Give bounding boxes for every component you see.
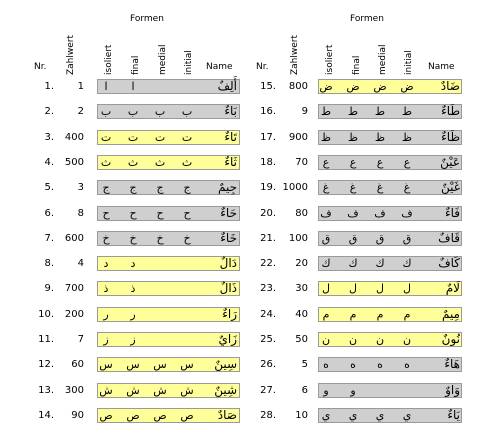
initial-form: غ: [403, 181, 411, 195]
medial-header-right: medial: [378, 44, 388, 75]
zahlwert-value: 5: [301, 359, 308, 371]
final-form: ن: [348, 333, 358, 346]
zahlwert-value: 3: [77, 182, 84, 194]
name-header-left: Name: [206, 62, 233, 72]
zahlwert-value: 10: [295, 409, 308, 421]
row-number: 9.: [44, 283, 54, 295]
initial-form: خ: [183, 231, 191, 245]
zahlwert-value: 200: [64, 308, 84, 320]
initial-header-right: initial: [404, 50, 414, 75]
isolated-form: ض: [319, 80, 333, 93]
medial-form: ظ: [374, 130, 386, 144]
row-number: 10.: [38, 308, 54, 320]
zahlwert-value: 900: [288, 131, 308, 143]
letter-name: طَاءٌ: [441, 104, 460, 119]
medial-form: ت: [154, 130, 166, 144]
final-form: ج: [129, 181, 137, 195]
initial-form: ك: [402, 257, 412, 271]
final-form: م: [349, 307, 357, 321]
initial-form: ع: [403, 155, 411, 169]
zahlwert-value: 4: [77, 258, 84, 270]
medial-form: ض: [373, 80, 387, 93]
initial-form: ض: [400, 80, 414, 93]
zahlwert-value: 20: [295, 258, 308, 270]
letter-name: بَاءٌ: [224, 104, 237, 119]
row-number: 11.: [38, 334, 54, 345]
medial-form: ط: [374, 105, 386, 119]
formen-header-right: Formen: [350, 14, 384, 24]
zahlwert-value: 80: [295, 207, 308, 219]
letter-row: [0, 130, 500, 145]
final-form: ب: [127, 105, 139, 119]
zahlwert-value: 100: [288, 232, 308, 244]
final-form: خ: [129, 231, 137, 245]
zahlwert-value: 1: [77, 81, 84, 92]
medial-form: ن: [375, 333, 385, 346]
final-form: ه: [350, 358, 356, 372]
medial-header-left: medial: [158, 44, 168, 75]
medial-form: م: [376, 307, 384, 321]
isolated-form: ل: [322, 282, 330, 296]
initial-form: ق: [402, 231, 412, 245]
nr-header-right: Nr.: [256, 62, 269, 72]
medial-form: ك: [375, 257, 385, 271]
row-number: 26.: [260, 359, 276, 371]
letter-name: صَادٌ: [217, 407, 237, 422]
final-form: و: [350, 383, 356, 397]
name-header-right: Name: [428, 62, 455, 72]
row-number: 12.: [38, 359, 54, 371]
letter-name: خَاءٌ: [220, 230, 237, 245]
letter-name: غَيْنٌ: [440, 180, 460, 195]
isolated-form: ق: [321, 231, 331, 245]
medial-form: ج: [156, 181, 164, 195]
letter-row: [0, 79, 500, 94]
isolated-form: د: [103, 257, 109, 271]
zahlwert-value: 30: [295, 283, 308, 295]
initial-header-left: initial: [184, 50, 194, 75]
final-form: ق: [348, 231, 358, 245]
zahlwert-value: 8: [77, 207, 84, 219]
final-form: ر: [130, 307, 136, 321]
letter-name: زَايٌ: [218, 332, 237, 346]
letter-row: [0, 180, 500, 195]
zahlwert-value: 70: [295, 156, 308, 168]
medial-form: غ: [376, 181, 384, 195]
isolated-form: س: [99, 358, 113, 372]
zahlwert-value: 800: [288, 81, 308, 92]
isolated-form: ص: [99, 408, 113, 422]
row-number: 22.: [260, 258, 276, 270]
initial-form: ج: [183, 181, 191, 195]
initial-form: م: [403, 307, 411, 321]
letter-name: رَاءٌ: [222, 306, 237, 321]
letter-name: هَاءٌ: [444, 357, 460, 372]
initial-form: ح: [183, 206, 191, 220]
letter-name: ثَاءٌ: [224, 154, 237, 169]
row-number: 25.: [260, 334, 276, 345]
isolated-form: و: [323, 383, 329, 397]
final-form: ظ: [347, 130, 359, 144]
initial-form: ه: [404, 358, 410, 372]
final-form: ل: [349, 282, 357, 296]
letter-row: [0, 155, 500, 170]
zahlwert-value: 400: [64, 131, 84, 143]
zahlwert-value: 600: [64, 232, 84, 244]
letter-row: [0, 408, 500, 423]
row-number: 24.: [260, 308, 276, 320]
letter-name: سِينٌ: [214, 357, 237, 372]
isoliert-header-right: isoliert: [325, 44, 335, 75]
initial-form: ش: [180, 383, 194, 397]
row-number: 3.: [44, 131, 54, 143]
zahlwert-value: 50: [295, 334, 308, 345]
letter-name: جِيمٌ: [217, 180, 237, 195]
initial-form: ص: [180, 408, 194, 422]
initial-form: ظ: [401, 130, 413, 144]
row-number: 15.: [260, 81, 276, 92]
row-number: 8.: [44, 258, 54, 270]
medial-form: ق: [375, 231, 385, 245]
final-form: ك: [348, 257, 358, 271]
final-form: س: [126, 358, 140, 372]
row-number: 5.: [44, 182, 54, 194]
letter-name: دَالٌ: [219, 256, 237, 271]
medial-form: ه: [377, 358, 383, 372]
letter-name: أَلِفٌ: [217, 79, 237, 93]
zahlwert-value: 700: [64, 283, 84, 295]
isolated-form: ف: [320, 206, 332, 220]
row-number: 2.: [44, 106, 54, 118]
final-form: ص: [126, 408, 140, 422]
initial-form: ت: [181, 130, 193, 144]
final-header-left: final: [131, 55, 141, 75]
zahlwert-value: 90: [71, 409, 84, 421]
final-form: ف: [347, 206, 359, 220]
letter-name: كَافٌ: [438, 256, 460, 271]
medial-form: خ: [156, 231, 164, 245]
medial-form: ش: [153, 383, 167, 397]
letter-name: ذَالٌ: [219, 281, 237, 296]
isolated-form: ظ: [320, 130, 332, 144]
letter-row: [0, 307, 500, 322]
isolated-form: ب: [100, 105, 112, 119]
initial-form: ي: [402, 408, 412, 422]
letter-name: وَاوٌ: [445, 382, 460, 397]
medial-form: ع: [376, 155, 384, 169]
final-header-right: final: [352, 55, 362, 75]
final-form: ت: [127, 130, 139, 144]
row-number: 27.: [260, 384, 276, 396]
isolated-form: ا: [104, 80, 108, 93]
final-form: د: [130, 257, 136, 271]
isolated-form: ح: [102, 206, 110, 220]
isolated-form: غ: [322, 181, 330, 195]
isolated-form: ع: [322, 155, 330, 169]
letter-name: نُونٌ: [441, 332, 460, 346]
letter-row: [0, 256, 500, 271]
row-number: 28.: [260, 409, 276, 421]
isolated-form: ن: [321, 333, 331, 346]
letter-row: [0, 206, 500, 221]
isolated-form: ه: [323, 358, 329, 372]
medial-form: ث: [154, 155, 166, 169]
medial-form: ي: [375, 408, 385, 422]
initial-form: ف: [401, 206, 413, 220]
letter-name: تَاءٌ: [224, 129, 237, 144]
row-number: 14.: [38, 409, 54, 421]
medial-form: ف: [374, 206, 386, 220]
isolated-form: ر: [103, 307, 109, 321]
isolated-form: ي: [321, 408, 331, 422]
medial-form: ل: [376, 282, 384, 296]
row-number: 13.: [38, 384, 54, 396]
letter-name: شِينٌ: [214, 382, 237, 397]
final-form: ط: [347, 105, 359, 119]
row-number: 1.: [44, 81, 54, 92]
zahlwert-value: 300: [64, 384, 84, 396]
letter-row: [0, 104, 500, 119]
row-number: 23.: [260, 283, 276, 295]
isolated-form: ث: [100, 155, 112, 169]
zahlwert-value: 60: [71, 359, 84, 371]
letter-name: ضَادٌ: [440, 79, 460, 93]
row-number: 19.: [260, 182, 276, 194]
medial-form: ب: [154, 105, 166, 119]
row-number: 20.: [260, 207, 276, 219]
final-form: ا: [131, 80, 135, 93]
medial-form: ص: [153, 408, 167, 422]
row-number: 16.: [260, 106, 276, 118]
letter-name: مِيمٌ: [441, 306, 460, 321]
isolated-form: ش: [99, 383, 113, 397]
isolated-form: ك: [321, 257, 331, 271]
isolated-form: ج: [102, 181, 110, 195]
initial-form: ط: [401, 105, 413, 119]
final-form: ذ: [130, 282, 136, 296]
final-form: ح: [129, 206, 137, 220]
final-form: غ: [349, 181, 357, 195]
letter-row: [0, 383, 500, 398]
row-number: 21.: [260, 232, 276, 244]
zahlwert-value: 9: [301, 106, 308, 118]
zahlwert-value: 7: [77, 334, 84, 345]
letter-name: قَافٌ: [438, 230, 460, 245]
isolated-form: ت: [100, 130, 112, 144]
zahlwert-header-left: Zahlwert: [66, 34, 76, 75]
nr-header-left: Nr.: [34, 62, 47, 72]
letter-row: [0, 332, 500, 347]
row-number: 17.: [260, 131, 276, 143]
zahlwert-value: 6: [301, 384, 308, 396]
letter-name: عَيْنٌ: [440, 154, 460, 169]
medial-form: س: [153, 358, 167, 372]
letter-row: [0, 281, 500, 296]
zahlwert-value: 40: [295, 308, 308, 320]
letter-name: حَاءٌ: [220, 205, 237, 220]
letter-name: لَامٌ: [445, 281, 460, 296]
zahlwert-header-right: Zahlwert: [290, 34, 300, 75]
medial-form: ح: [156, 206, 164, 220]
isoliert-header-left: isoliert: [104, 44, 114, 75]
letter-name: يَاءٌ: [447, 407, 460, 422]
final-form: ي: [348, 408, 358, 422]
letter-name: فَاءٌ: [444, 205, 460, 220]
final-form: ش: [126, 383, 140, 397]
initial-form: ن: [402, 333, 412, 346]
initial-form: س: [180, 358, 194, 372]
row-number: 7.: [44, 232, 54, 244]
row-number: 18.: [260, 156, 276, 168]
final-form: ث: [127, 155, 139, 169]
letter-name: ظَاءٌ: [441, 129, 460, 144]
row-number: 4.: [44, 156, 54, 168]
initial-form: ث: [181, 155, 193, 169]
isolated-form: خ: [102, 231, 110, 245]
letter-row: [0, 357, 500, 372]
final-form: ع: [349, 155, 357, 169]
zahlwert-value: 2: [77, 106, 84, 118]
zahlwert-value: 1000: [282, 182, 308, 194]
initial-form: ب: [181, 105, 193, 119]
isolated-form: ز: [103, 333, 109, 346]
formen-header-left: Formen: [130, 14, 164, 24]
isolated-form: ط: [320, 105, 332, 119]
isolated-form: م: [322, 307, 330, 321]
zahlwert-value: 500: [64, 156, 84, 168]
final-form: ز: [130, 333, 136, 346]
row-number: 6.: [44, 207, 54, 219]
letter-row: [0, 231, 500, 246]
final-form: ض: [346, 80, 360, 93]
isolated-form: ذ: [103, 282, 109, 296]
initial-form: ل: [403, 282, 411, 296]
